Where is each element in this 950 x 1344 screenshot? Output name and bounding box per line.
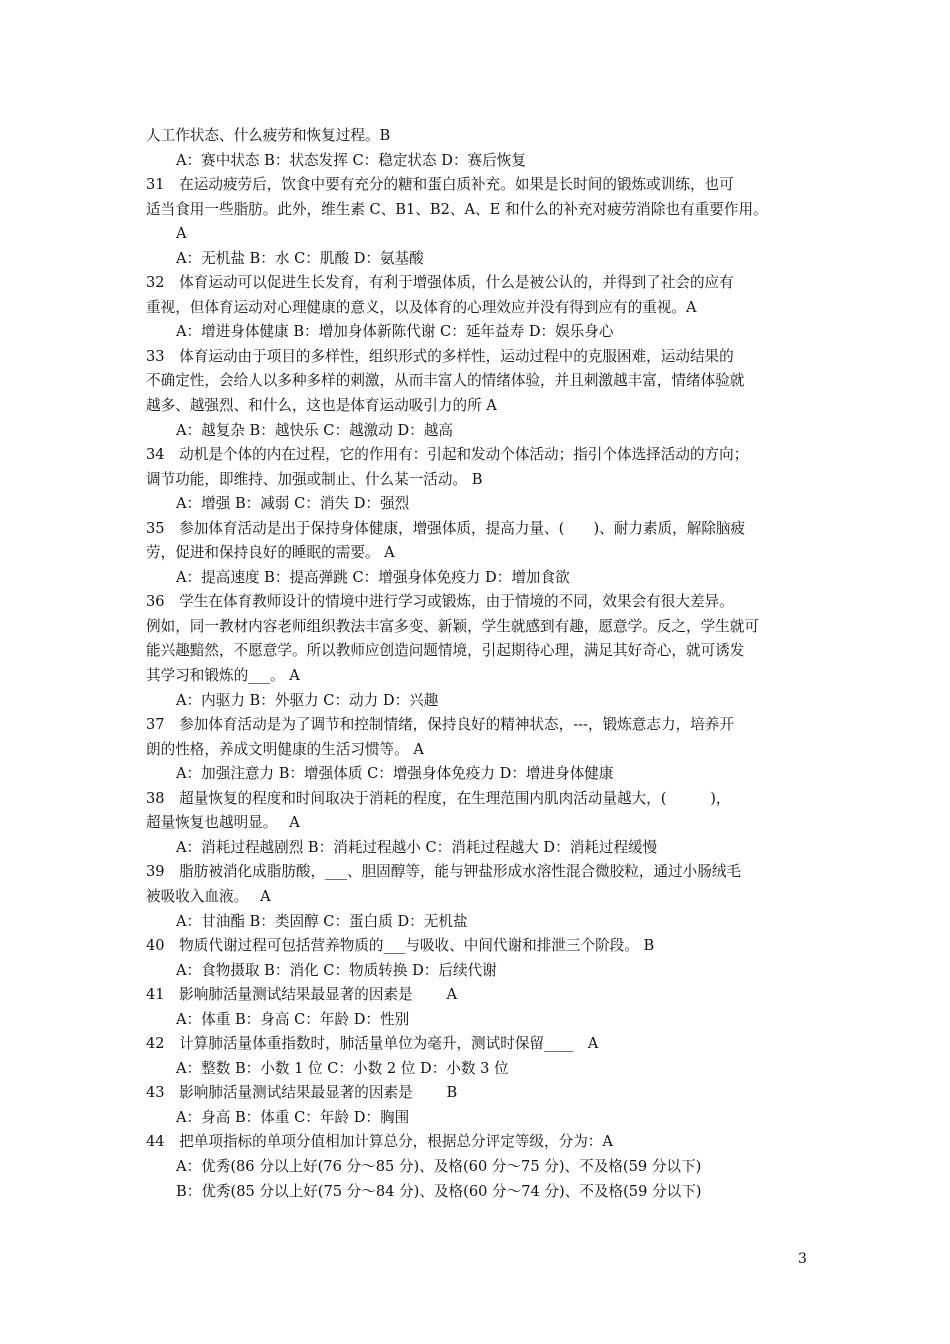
question-line: 调节功能，即维持、加强或制止、什么某一活动。 B bbox=[146, 470, 483, 488]
option-line: A：提高速度 B：提高弹跳 C：增强身体免疫力 D：增加食欲 bbox=[176, 568, 570, 586]
option-line: A：增进身体健康 B：增加身体新陈代谢 C：延年益寿 D：娱乐身心 bbox=[176, 323, 614, 341]
question-line: 朗的性格，养成文明健康的生活习惯等。 A bbox=[146, 740, 424, 758]
question-line: 能兴趣黯然，不愿意学。所以教师应创造问题情境，引起期待心理，满足其好奇心，就可诱发 bbox=[146, 642, 745, 660]
question-line: 33 体育运动由于项目的多样性，组织形式的多样性，运动过程中的克服困难，运动结果的 bbox=[146, 347, 734, 365]
option-line: A：加强注意力 B：增强体质 C：增强身体免疫力 D：增进身体健康 bbox=[176, 765, 614, 783]
option-line: A：增强 B：减弱 C：消失 D：强烈 bbox=[176, 495, 410, 513]
option-line: A：体重 B：身高 C：年龄 D：性别 bbox=[176, 1010, 410, 1028]
question-line: 41 影响肺活量测试结果最显著的因素是 A bbox=[146, 986, 458, 1004]
question-line: 人工作状态、什么疲劳和恢复过程。B bbox=[146, 127, 391, 144]
question-line: 超量恢复也越明显。 A bbox=[146, 814, 300, 832]
option-line: A：优秀(86 分以上好(76 分～85 分)、及格(60 分～75 分)、不及格(59 分以下) bbox=[176, 1157, 702, 1175]
question-line: 37 参加体育活动是为了调节和控制情绪，保持良好的精神状态，---，锻炼意志力，培养开 bbox=[146, 716, 734, 734]
question-line: 38 超量恢复的程度和时间取决于消耗的程度，在生理范围内肌肉活动量越大，( )， bbox=[146, 789, 731, 807]
option-line: A：甘油酯 B：类固醇 C：蛋白质 D：无机盐 bbox=[176, 912, 468, 930]
option-line: A bbox=[176, 225, 187, 243]
question-line: 40 物质代谢过程可包括营养物质的___与吸收、中间代谢和排泄三个阶段。 B bbox=[146, 937, 655, 955]
option-line: A：消耗过程越剧烈 B：消耗过程越小 C：消耗过程越大 D：消耗过程缓慢 bbox=[176, 838, 658, 856]
question-line: 不确定性，会给人以多种多样的刺激，从而丰富人的情绪体验，并且刺激越丰富，情绪体验就 bbox=[146, 372, 745, 390]
question-line: 39 脂肪被消化成脂肪酸，___、胆固醇等，能与钾盐形成水溶性混合微胶粒，通过小肠绒毛 bbox=[146, 863, 742, 881]
question-line: 其学习和锻炼的___。 A bbox=[146, 667, 300, 685]
question-line: 35 参加体育活动是出于保持身体健康，增强体质，提高力量、( )、耐力素质，解除脑疲 bbox=[146, 519, 746, 537]
question-line: 被吸收入血液。 A bbox=[146, 887, 271, 905]
question-line: 44 把单项指标的单项分值相加计算总分，根据总分评定等级，分为：A bbox=[146, 1133, 613, 1151]
option-line: A：内驱力 B：外驱力 C：动力 D：兴趣 bbox=[176, 691, 439, 709]
option-line: A：无机盐 B：水 C：肌酸 D：氨基酸 bbox=[176, 249, 424, 267]
question-line: 越多、越强烈、和什么，这也是体育运动吸引力的所 A bbox=[146, 397, 497, 415]
option-line: B：优秀(85 分以上好(75 分～84 分)、及格(60 分～74 分)、不及格(59 分以下) bbox=[176, 1182, 702, 1200]
page-number: 3 bbox=[798, 1251, 807, 1267]
question-line: 42 计算肺活量体重指数时，肺活量单位为毫升，测试时保留____ A bbox=[146, 1035, 599, 1053]
question-line: 32 体育运动可以促进生长发育，有利于增强体质，什么是被公认的，并得到了社会的应有 bbox=[146, 274, 734, 292]
option-line: A：赛中状态 B：状态发挥 C：稳定状态 D：赛后恢复 bbox=[176, 151, 526, 169]
question-line: 43 影响肺活量测试结果最显著的因素是 B bbox=[146, 1084, 458, 1102]
option-line: A：身高 B：体重 C：年龄 D：胸围 bbox=[176, 1108, 410, 1126]
option-line: A：越复杂 B：越快乐 C：越激动 D：越高 bbox=[176, 421, 453, 439]
option-line: A：食物摄取 B：消化 C：物质转换 D：后续代谢 bbox=[176, 961, 497, 979]
question-line: 重视，但体育运动对心理健康的意义，以及体育的心理效应并没有得到应有的重视。A bbox=[146, 298, 697, 316]
question-line: 36 学生在体育教师设计的情境中进行学习或锻炼，由于情境的不同，效果会有很大差异。 bbox=[146, 593, 734, 611]
question-line: 34 动机是个体的内在过程，它的作用有：引起和发动个体活动；指引个体选择活动的方向； bbox=[146, 446, 749, 464]
question-line: 31 在运动疲劳后，饮食中要有充分的糖和蛋白质补充。如果是长时间的锻炼或训练，也可 bbox=[146, 176, 734, 194]
question-line: 例如，同一教材内容老师组织教法丰富多变、新颖，学生就感到有趣，愿意学。反之，学生就可 bbox=[146, 617, 759, 635]
option-line: A：整数 B：小数 1 位 C：小数 2 位 D：小数 3 位 bbox=[176, 1059, 509, 1077]
question-line: 适当食用一些脂肪。此外，维生素 C、B1、B2、A、E 和什么的补充对疲劳消除也有重要作用。 bbox=[146, 200, 768, 218]
page-body bbox=[146, 124, 808, 1204]
question-line: 劳，促进和保持良好的睡眠的需要。 A bbox=[146, 544, 395, 562]
